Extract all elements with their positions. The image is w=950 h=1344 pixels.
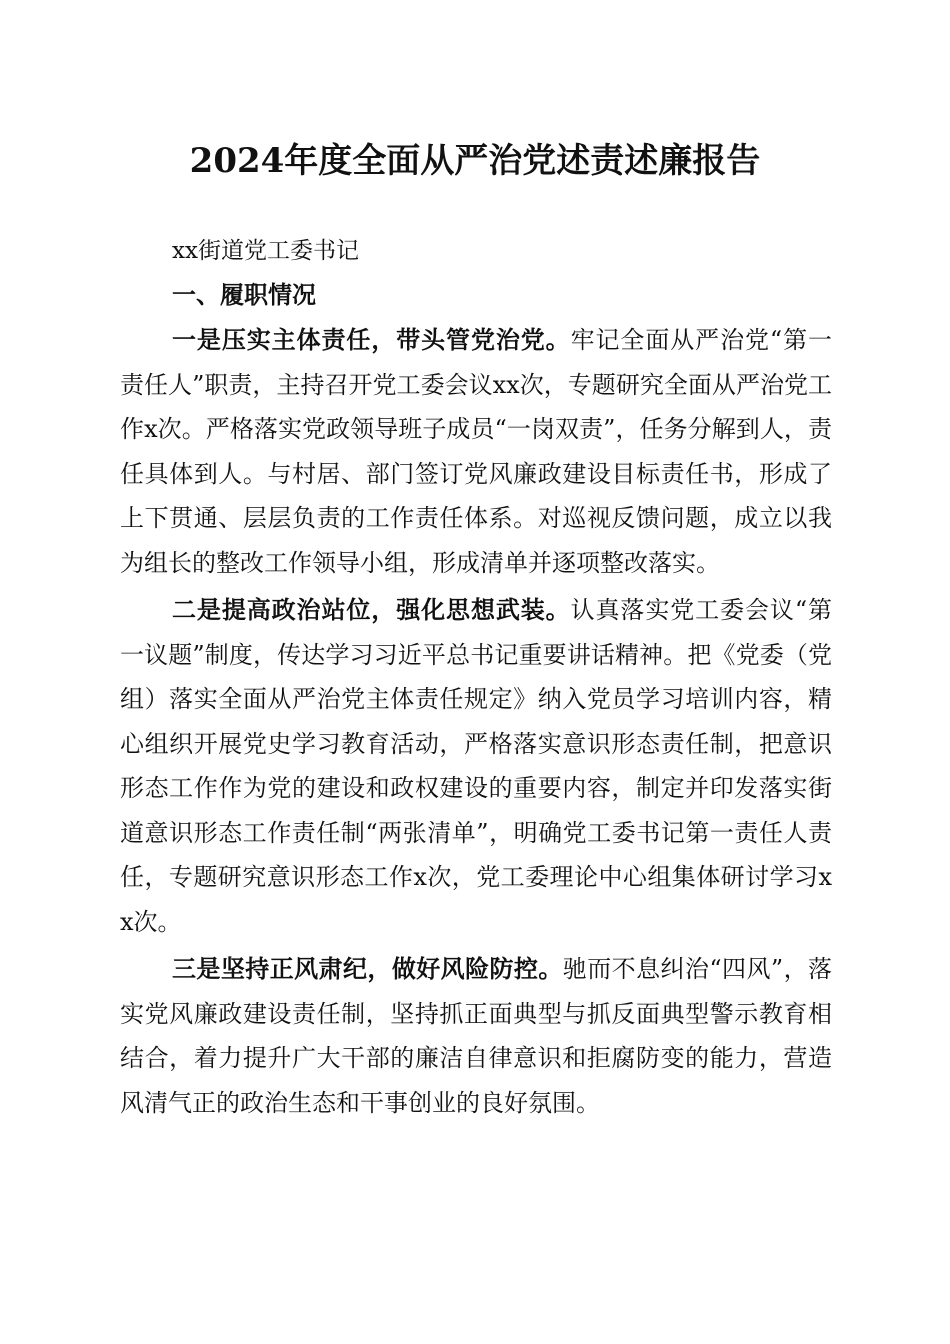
section-heading: 一、履职情况	[172, 280, 316, 309]
author-line: xx街道党工委书记	[172, 238, 359, 264]
document-body	[120, 230, 832, 1128]
paragraph-3-lead: 三是坚持正风肃纪，做好风险防控。	[172, 954, 563, 983]
paragraph-1-text: 牢记全面从严治党“第一责任人”职责，主持召开党工委会议xx次，专题研究全面从严治党工作x次。严格落实党政领导班子成员“一岗双责”，任务分解到人，责任具体到人。与村居、部门签订党风廉政建设目标责任书，形成了上下贯通、层层负责的工作责任体系。对巡视反馈问题，成立以我为组长的整改工作领导小组，形成清单并逐项整改落实。	[120, 326, 833, 577]
document-title: 2024年度全面从严治党述责述廉报告	[189, 141, 761, 181]
paragraph-3-text: 驰而不息纠治“四风”，落实党风廉政建设责任制，坚持抓正面典型与抓反面典型警示教育相结合，着力提升广大干部的廉洁自律意识和拒腐防变的能力，营造风清气正的政治生态和干事创业的良好氛围。	[120, 955, 833, 1117]
paragraph-3	[120, 947, 832, 1125]
paragraph-2-lead: 二是提高政治站位，强化思想武装。	[172, 595, 571, 624]
paragraph-1	[120, 318, 832, 585]
paragraph-2	[120, 588, 832, 944]
paragraph-2-text: 认真落实党工委会议“第一议题”制度，传达学习习近平总书记重要讲话精神。把《党委（党组）落实全面从严治党主体责任规定》纳入党员学习培训内容，精心组织开展党史学习教育活动，严格落实意识形态责任制，把意识形态工作作为党的建设和政权建设的重要内容，制定并印发落实街道意识形态工作责任制“两张清单”，明确党工委书记第一责任人责任，专题研究意识形态工作x次，党工委理论中心组集体研讨学习xx次。	[120, 596, 833, 936]
paragraph-1-lead: 一是压实主体责任，带头管党治党。	[172, 325, 571, 354]
